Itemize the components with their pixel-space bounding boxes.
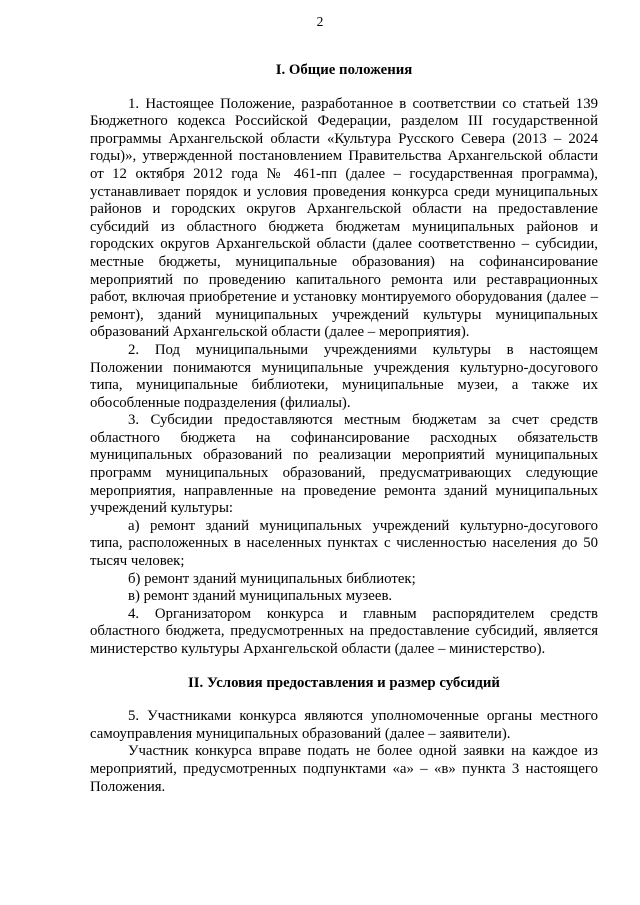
section-heading-general: I. Общие положения [275, 62, 413, 78]
paragraph-1: 1. Настоящее Положение, разработанное в соответствии со статьей 139 Бюджетного кодекса Российской Федерации, разделом III государственной программы Архангельской области «Культура Русского Севера (2013 – 2024 годы)», утвержденной постановлением Правительства Архангельской области от 12 октября 2012 года № 461-пп (далее – государственная программа), устанавливает порядок и условия проведения конкурса среди муниципальных районов и городских округов Архангельской области на предоставление субсидий из областного бюджета бюджетам муниципальных районов и городских округов Архангельской области (далее соответственно – субсидии, местные бюджеты, муниципальные образования) на софинансирование мероприятий по проведению капитального ремонта или реставрационных работ, включая приобретение и установку монтируемого оборудования (далее – ремонт), зданий муниципальных учреждений культуры муниципальных образований Архангельской области (далее – мероприятия). [90, 95, 598, 341]
paragraph-5: 5. Участниками конкурса являются уполномоченные органы местного самоуправления муниципальных образований (далее – заявители). [90, 708, 598, 742]
page-number: 2 [316, 14, 324, 29]
paragraph-3: 3. Субсидии предоставляются местным бюджетам за счет средств областного бюджета на софинансирование расходных обязательств муниципальных образований по реализации мероприятий муниципальных программ муниципальных образований, предусматривающих следующие мероприятия, направленные на проведение ремонта зданий муниципальных учреждений культуры: [90, 412, 598, 517]
document-body [90, 62, 598, 796]
paragraph-3-item-v: в) ремонт зданий муниципальных музеев. [128, 588, 393, 605]
paragraph-2: 2. Под муниципальными учреждениями культуры в настоящем Положении понимаются муниципальные учреждения культурно-досугового типа, муниципальные библиотеки, муниципальные музеи, а также их обособленные подразделения (филиалы). [90, 341, 598, 411]
section-heading-conditions: II. Условия предоставления и размер субсидий [188, 674, 500, 691]
paragraph-4: 4. Организатором конкурса и главным распорядителем средств областного бюджета, предусмотренных на предоставление субсидий, является министерство культуры Архангельской области (далее – министерство). [90, 605, 598, 657]
paragraph-5-continued: Участник конкурса вправе подать не более одной заявки на каждое из мероприятий, предусмотренных подпунктами «а» – «в» пункта 3 настоящего Положения. [90, 743, 598, 795]
paragraph-3-item-a: а) ремонт зданий муниципальных учреждений культурно-досугового типа, расположенных в населенных пунктах с численностью населения до 50 тысяч человек; [90, 517, 598, 570]
paragraph-3-item-b: б) ремонт зданий муниципальных библиотек; [128, 570, 416, 587]
